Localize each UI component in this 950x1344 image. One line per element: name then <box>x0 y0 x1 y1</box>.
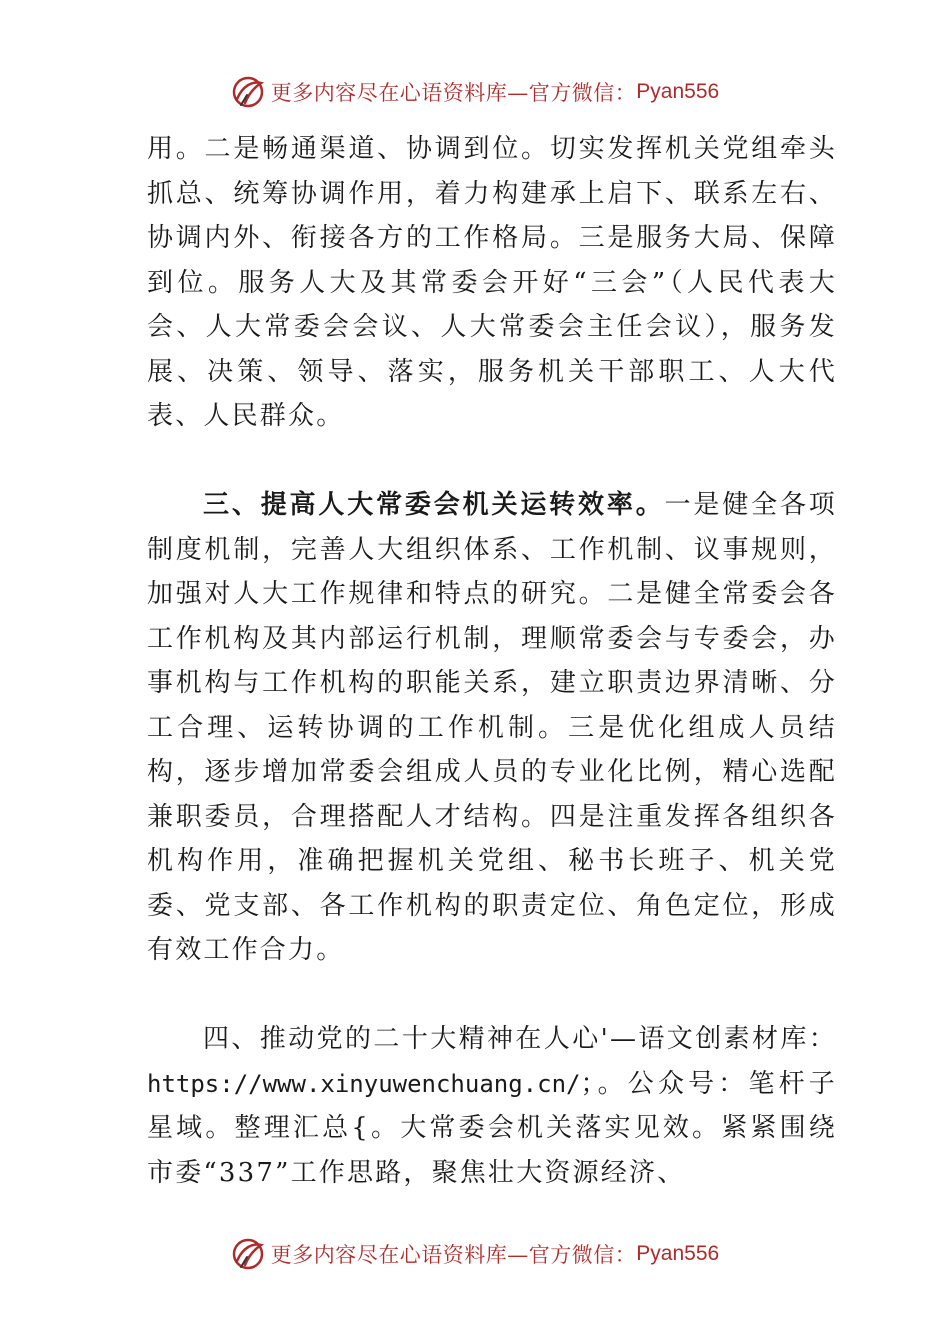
paragraph-gap <box>147 439 837 484</box>
paragraph-3-rest: ；。公众号：笔杆子星域。整理汇总{。大常委会机关落实见效。紧紧围绕市委“337”工作思路，聚焦壮大资源经济、 <box>147 1068 837 1188</box>
paragraph-2 <box>147 483 837 973</box>
header-slogan: 更多内容尽在心语资料库—官方微信： <box>270 81 637 105</box>
source-url: https://www.xinyuwenchuang.cn/ <box>147 1069 581 1098</box>
logo-icon <box>231 75 265 109</box>
footer-contact: Pyan556 <box>636 1242 720 1265</box>
header-banner <box>0 70 950 114</box>
document-body <box>147 127 837 1195</box>
paragraph-1: 用。二是畅通渠道、协调到位。切实发挥机关党组牵头抓总、统筹协调作用，着力构建承上启下、联系左右、协调内外、衔接各方的工作格局。三是服务大局、保障到位。服务人大及其常委会开好“三会”（人民代表大会、人大常委会会议、人大常委会主任会议），服务发展、决策、领导、落实，服务机关干部职工、人大代表、人民群众。 <box>147 134 837 431</box>
footer-slogan: 更多内容尽在心语资料库—官方微信： <box>270 1243 637 1267</box>
paragraph-3 <box>147 1017 837 1195</box>
section-heading-3: 三、提高人大常委会机关运转效率。 <box>203 490 665 520</box>
paragraph-2-body: 一是健全各项制度机制，完善人大组织体系、工作机制、议事规则，加强对人大工作规律和特点的研究。二是健全常委会各工作机构及其内部运行机制，理顺常委会与专委会，办事机构与工作机构的职能关系，建立职责边界清晰、分工合理、运转协调的工作机制。三是优化组成人员结构，逐步增加常委会组成人员的专业化比例，精心选配兼职委员，合理搭配人才结构。四是注重发挥各组织各机构作用，准确把握机关党组、秘书长班子、机关党委、党支部、各工作机构的职责定位、角色定位，形成有效工作合力。 <box>147 490 837 965</box>
footer-banner <box>0 1232 950 1276</box>
paragraph-3-start: 四、推动党的二十大精神在人心'—语文创素材库： <box>203 1024 837 1054</box>
header-contact: Pyan556 <box>636 80 720 103</box>
paragraph-gap <box>147 973 837 1018</box>
logo-icon <box>231 1237 265 1271</box>
